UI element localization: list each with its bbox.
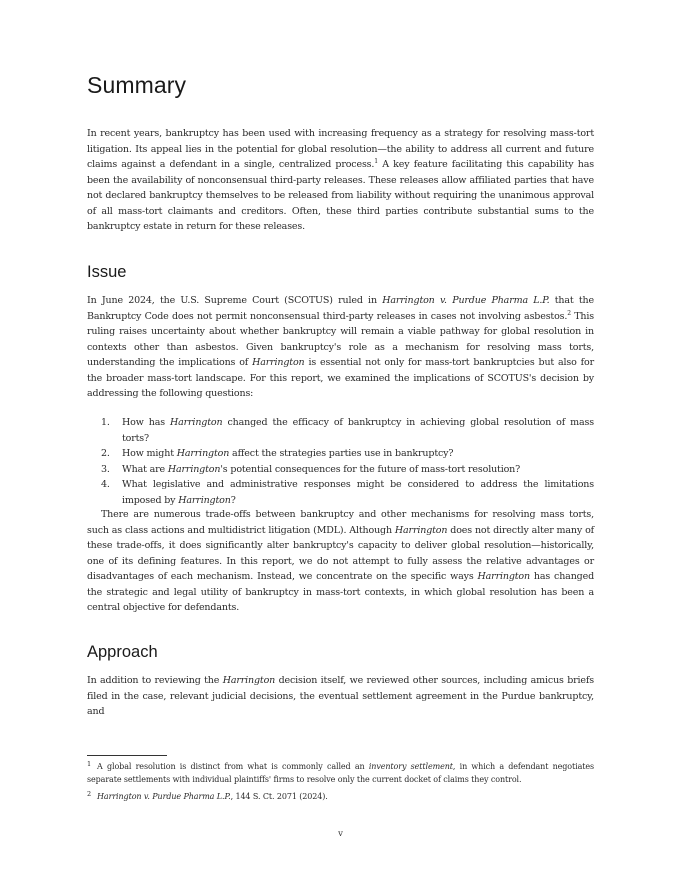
footnote-2 (87, 790, 594, 803)
text-run: What are (122, 463, 168, 475)
text-run: A global resolution is distinct from what is commonly called an (97, 762, 369, 771)
case-name: Harrington v. Purdue Pharma L.P. (97, 792, 231, 801)
text-run: There are numerous trade-offs between bankruptcy and other mechanisms for resolving mass torts, such as class actions and multidistrict litigation (MDL). Although (87, 509, 594, 536)
issue-paragraph-2 (87, 507, 594, 616)
text-run: In recent years, bankruptcy has been used with increasing frequency as a strategy for resolving mass-tort litigation. Its appeal lies in the potential for global resolution—the ability to address all current and future claims against a defendant in a single, centralized process. (87, 128, 594, 170)
text-run: that the Bankruptcy Code does not permit nonconsensual third-party releases in cases not involving asbestos. (87, 295, 594, 322)
text-run: has changed the strategic and legal utility of bankruptcy in mass-tort contexts, in which global resolution has been a central objective for defendants. (87, 571, 594, 613)
footnote-number: 1 (87, 760, 92, 768)
list-number: 4. (101, 479, 110, 490)
list-number: 3. (101, 463, 110, 475)
case-name: Harrington (252, 357, 305, 368)
case-name: Harrington (222, 675, 276, 686)
list-item (87, 415, 594, 446)
text-run: How has (122, 417, 170, 428)
text-run: 's potential consequences for the future of mass-tort resolution? (220, 463, 521, 475)
text-run: A key feature facilitating this capability has been the availability of nonconsensual third-party releases. These releases allow affiliated parties that have not declared bankruptcy themselves to be released from liability without requiring the unanimous approval of all mass-tort claimants and creditors. Often, these third parties contribute substantial sums to the bankruptcy estate in return for these releases. (87, 159, 594, 232)
case-name: Harrington (176, 448, 230, 459)
footnote-number: 2 (87, 790, 92, 798)
list-number: 1. (101, 417, 110, 428)
text-run: affect the strategies parties use in bankruptcy? (229, 448, 454, 459)
text-run: How might (122, 448, 177, 459)
questions-list (87, 415, 594, 508)
footnote-ref-2[interactable]: 2 (567, 309, 571, 317)
issue-paragraph-1 (87, 293, 594, 402)
list-item (87, 462, 594, 478)
approach-paragraph (87, 673, 594, 720)
summary-paragraph (87, 126, 594, 235)
text-run: ? (230, 494, 236, 506)
text-run: What legislative and administrative responses might be considered to address the limitations imposed by (122, 479, 594, 506)
text-run: , 144 S. Ct. 2071 (2024). (230, 792, 328, 801)
approach-heading: Approach (87, 643, 158, 661)
list-item (87, 446, 594, 462)
issue-heading: Issue (87, 263, 127, 281)
emphasis: inventory settlement (368, 762, 453, 771)
list-number: 2. (101, 448, 110, 459)
text-run: changed the efficacy of bankruptcy in achieving global resolution of mass torts? (122, 417, 594, 444)
case-name: Harrington (178, 494, 231, 506)
text-run: decision itself, we reviewed other sources, including amicus briefs filed in the case, relevant judicial decisions, the eventual settlement agreement in the Purdue bankruptcy, and (87, 675, 594, 717)
footnote-divider (87, 755, 167, 756)
text-run: , in which a defendant negotiates separate settlements with individual plaintiffs' firms to resolve only the current docket of claims they control. (87, 762, 595, 784)
text-run: does not directly alter many of these trade-offs, it does significantly alter bankruptcy's capacity to deliver global resolution—historically, one of its defining features. In this report, we do not attempt to fully assess the relative advantages or disadvantages of each mechanism. Instead, we concentrate on the specific ways (87, 524, 595, 582)
text-run: In June 2024, the U.S. Supreme Court (SCOTUS) ruled in (87, 295, 383, 306)
text-run: This ruling raises uncertainty about whether bankruptcy will remain a viable pathway for global resolution in contexts other than asbestos. Given bankruptcy's role as a mechanism for resolving mass torts, understanding the implications of (87, 310, 595, 368)
list-item (87, 477, 594, 508)
text-run: is essential not only for mass-tort bankruptcies but also for the broader mass-tort landscape. For this report, we examined the implications of SCOTUS's decision by addressing the following questions: (87, 357, 594, 399)
case-name: Harrington v. Purdue Pharma L.P. (382, 295, 550, 306)
text-run: In addition to reviewing the (87, 675, 223, 686)
footnote-1 (87, 760, 594, 786)
case-name: Harrington (477, 571, 530, 582)
document-page (87, 0, 594, 880)
case-name: Harrington (394, 524, 448, 536)
footnote-ref-1[interactable]: 1 (374, 158, 378, 165)
case-name: Harrington (170, 417, 223, 428)
page-number: v (338, 829, 343, 839)
case-name: Harrington (167, 463, 221, 475)
summary-heading: Summary (87, 72, 187, 98)
